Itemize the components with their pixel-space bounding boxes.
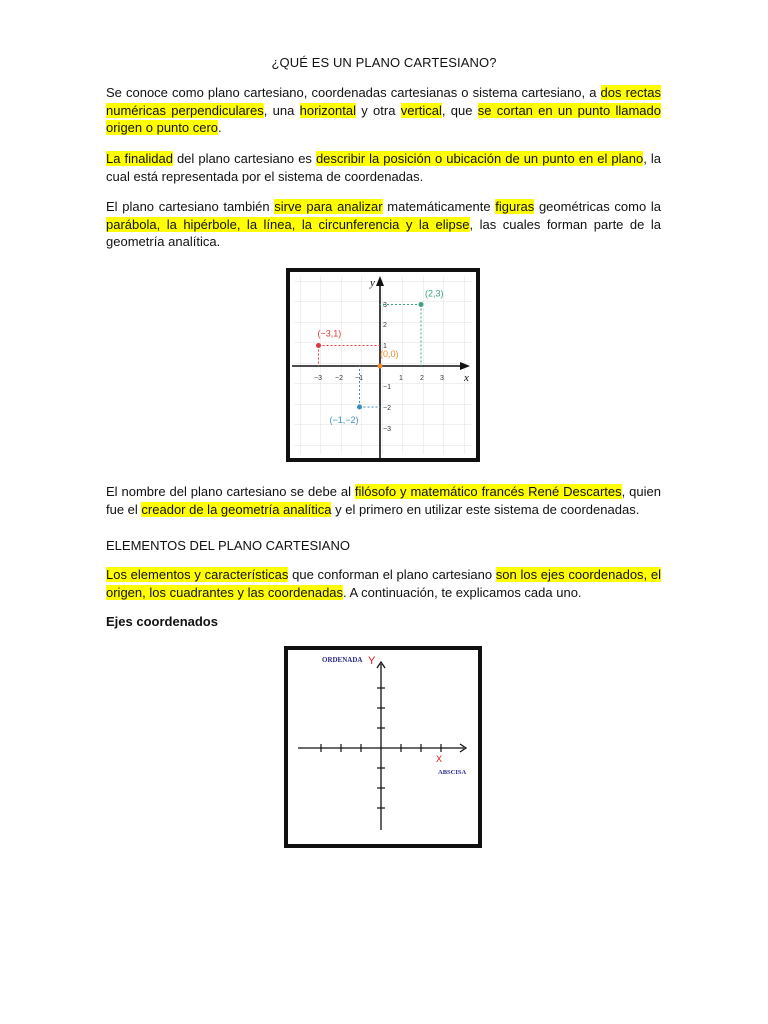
y-axis-letter: Y [368, 655, 376, 667]
highlighted-text: sirve para analizar [274, 199, 383, 214]
body-text: Se conoce como plano cartesiano, coordenadas cartesianas o sistema cartesiano, a [106, 85, 601, 100]
highlighted-text: filósofo y matemático francés René Descartes [354, 484, 622, 499]
section-heading: ELEMENTOS DEL PLANO CARTESIANO [106, 538, 350, 553]
page-title: ¿QUÉ ES UN PLANO CARTESIANO? [271, 55, 497, 70]
paragraph-purpose [106, 150, 661, 185]
abscisa-label: ABSCISA [438, 769, 467, 776]
x-axis-label: x [464, 372, 469, 384]
highlighted-text: Los elementos y características [106, 567, 289, 582]
body-text: . [218, 120, 222, 135]
paragraph-uses [106, 198, 661, 251]
highlighted-text: describir la posición o ubicación de un punto en el plano [315, 151, 644, 166]
body-text: y otra [355, 102, 401, 118]
body-text: geométricas como la [534, 199, 661, 214]
paragraph-definition [106, 84, 661, 137]
point-label: (−3,1) [317, 328, 342, 339]
ordenada-label: ORDENADA [322, 656, 363, 664]
x-tick-label: 2 [420, 375, 424, 382]
y-tick-label: −1 [383, 384, 391, 391]
body-text: El nombre del plano cartesiano se debe al [106, 484, 355, 499]
highlighted-text: La finalidad [106, 151, 173, 166]
body-text: , quien fue el [106, 484, 661, 517]
highlighted-text: se cortan en un punto llamado origen o punto cero [106, 102, 661, 135]
data-point [378, 364, 383, 369]
data-point [316, 343, 321, 348]
x-axis-letter: X [436, 754, 443, 764]
y-tick-label: 1 [383, 343, 387, 350]
axes-graphic [288, 650, 478, 844]
body-text: . A continuación, te explicamos cada uno. [343, 584, 582, 600]
body-text: El plano cartesiano también [106, 199, 275, 214]
highlighted-text: vertical [400, 102, 442, 118]
body-text: , la cual está representada por el sistema de coordenadas. [106, 151, 661, 184]
axes-figure [284, 646, 482, 848]
highlighted-text: dos rectas numéricas perpendiculares [106, 85, 661, 118]
body-text: del plano cartesiano es [172, 151, 316, 166]
body-text: , una [263, 102, 300, 118]
point-label: (−1,−2) [329, 415, 359, 425]
paragraph-elements [106, 566, 661, 601]
cartesian-plane-figure [286, 268, 480, 462]
highlighted-text: horizontal [299, 102, 356, 118]
x-tick-label: 3 [440, 375, 444, 382]
body-text: , que [441, 102, 478, 118]
point-label: (2,3) [425, 288, 444, 299]
data-point [357, 405, 362, 410]
highlighted-text: creador de la geometría analítica [141, 501, 332, 517]
body-text: que conforman el plano cartesiano [288, 567, 496, 582]
y-tick-label: 3 [383, 302, 387, 309]
x-tick-label: 1 [399, 375, 403, 382]
cartesian-plane-graphic [290, 272, 476, 458]
highlighted-text: son los ejes coordenados, el origen, los cuadrantes y las coordenadas [106, 567, 662, 600]
x-tick-label: −2 [335, 375, 343, 382]
paragraph-origin-name [106, 483, 661, 518]
subheading-axes: Ejes coordenados [106, 614, 218, 629]
x-tick-label: −1 [355, 375, 363, 382]
point-label: (0,0) [380, 349, 399, 359]
body-text: y el primero en utilizar este sistema de coordenadas. [331, 501, 640, 517]
y-axis-label: y [370, 277, 375, 289]
y-tick-label: −3 [383, 426, 391, 433]
y-tick-label: 2 [383, 322, 387, 329]
body-text: matemáticamente [382, 199, 496, 214]
data-point [419, 302, 424, 307]
body-text: , las cuales forman parte de la geometría analítica. [106, 216, 661, 249]
highlighted-text: figuras [495, 199, 535, 214]
highlighted-text: parábola, la hipérbole, la línea, la circunferencia y la elipse [106, 216, 470, 232]
x-tick-label: −3 [314, 375, 322, 382]
y-tick-label: −2 [383, 405, 391, 412]
